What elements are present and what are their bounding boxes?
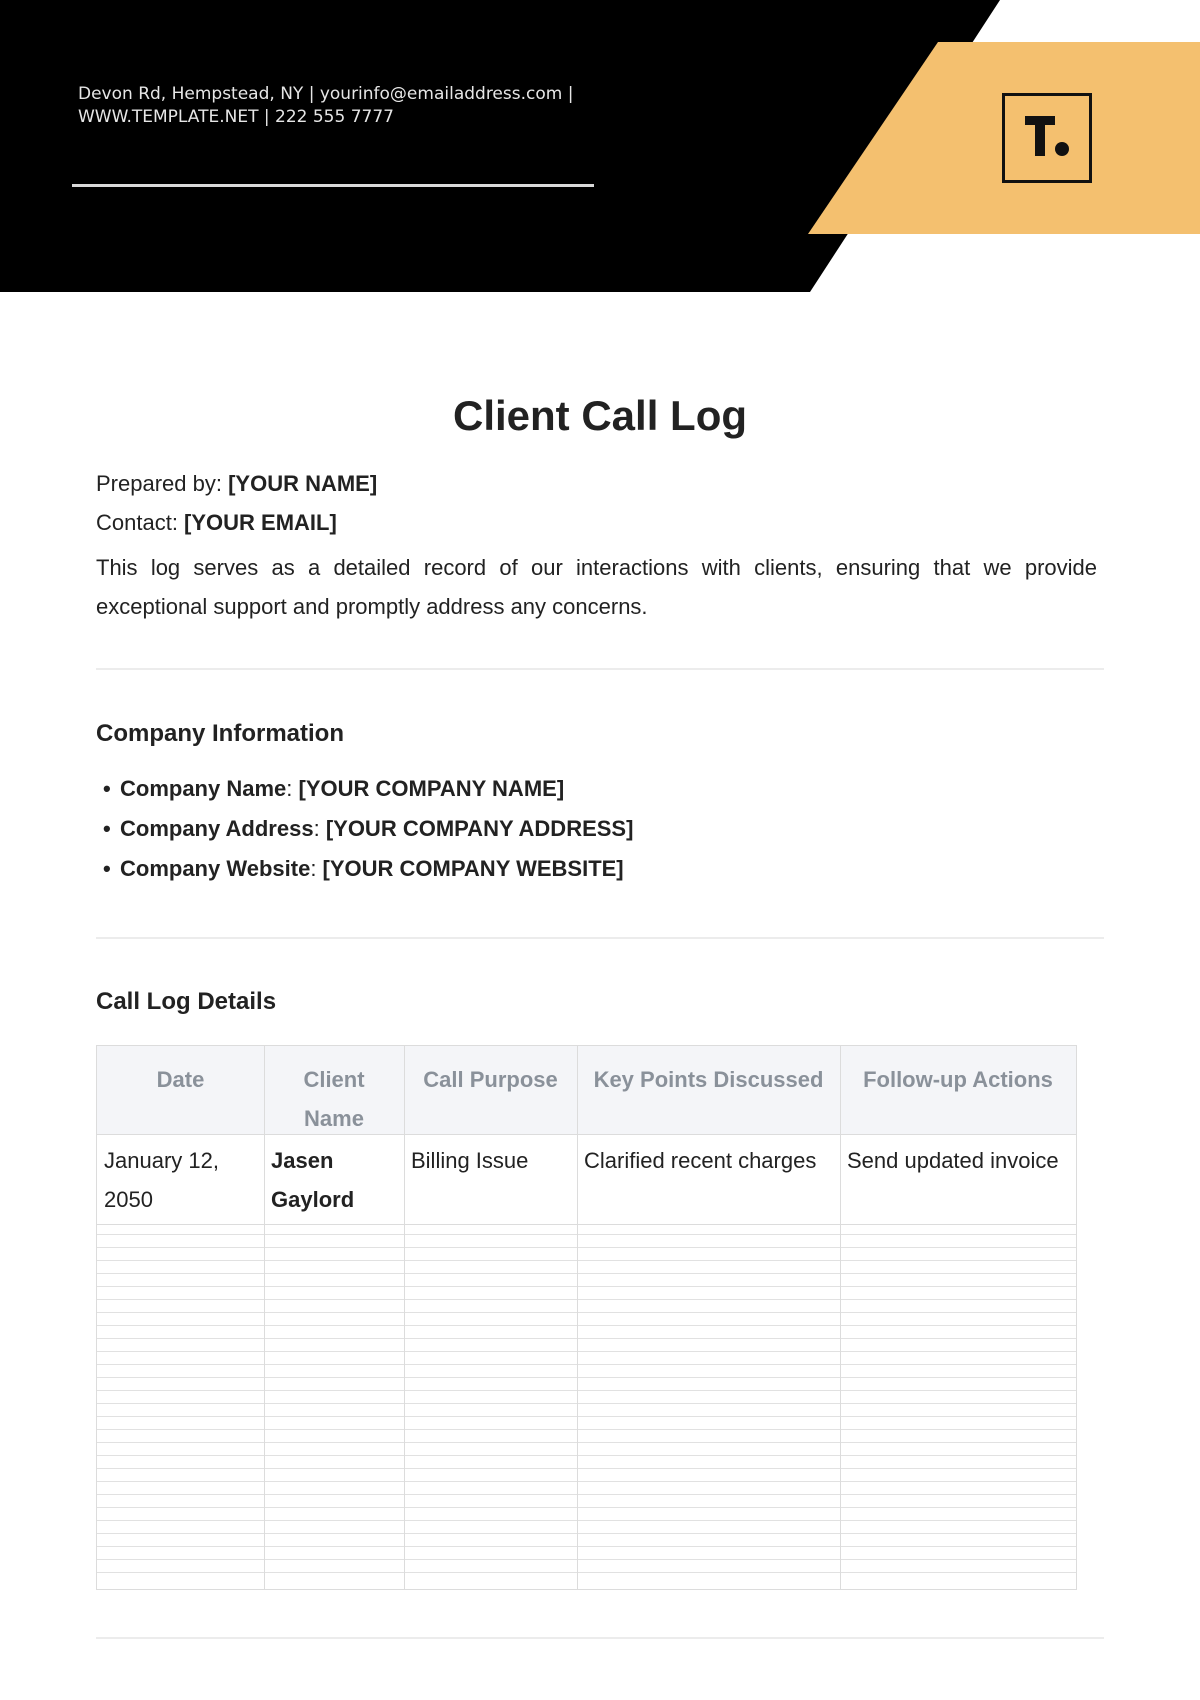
table-column-divider: [404, 1046, 405, 1589]
empty-table-row-line: [97, 1468, 1076, 1469]
call-log-heading: Call Log Details: [96, 988, 277, 1015]
header-contact-web-phone: WWW.TEMPLATE.NET | 222 555 7777: [78, 107, 394, 127]
prepared-by-value: [YOUR NAME]: [228, 471, 378, 496]
empty-table-row-line: [97, 1559, 1076, 1560]
call-log-table: [96, 1045, 1077, 1590]
empty-table-row-line: [97, 1455, 1076, 1456]
empty-table-row-line: [97, 1390, 1076, 1391]
empty-table-row-line: [97, 1273, 1076, 1274]
empty-table-row-line: [97, 1494, 1076, 1495]
company-info-list: [103, 772, 633, 892]
document-title: Client Call Log: [453, 392, 747, 439]
table-column-divider: [577, 1046, 578, 1589]
company-info-heading: Company Information: [96, 720, 345, 747]
column-header-client-name: Client Name: [303, 1067, 365, 1131]
header-divider: [72, 184, 594, 187]
empty-table-row-line: [97, 1312, 1076, 1313]
empty-table-row-line: [97, 1546, 1076, 1547]
empty-table-row-line: [97, 1299, 1076, 1300]
empty-table-row-line: [97, 1533, 1076, 1534]
section-divider: [96, 668, 1104, 670]
company-info-separator: :: [310, 856, 323, 881]
prepared-by-line: [96, 471, 377, 497]
table-header-row: [97, 1046, 1076, 1135]
empty-table-row-line: [97, 1507, 1076, 1508]
bullet-icon: •: [103, 816, 111, 841]
empty-table-row-line: [97, 1377, 1076, 1378]
empty-table-row-line: [97, 1325, 1076, 1326]
empty-table-row-line: [97, 1247, 1076, 1248]
empty-table-row-line: [97, 1572, 1076, 1573]
logo-letter-t: [1025, 110, 1071, 166]
empty-table-row-line: [97, 1351, 1076, 1352]
contact-value: [YOUR EMAIL]: [184, 510, 337, 535]
company-info-label: Company Name: [120, 776, 287, 801]
table-cell-call-purpose: Billing Issue: [411, 1148, 529, 1173]
table-column-divider: [840, 1046, 841, 1589]
company-info-label: Company Address: [120, 816, 314, 841]
empty-table-row-line: [97, 1403, 1076, 1404]
empty-table-row-line: [97, 1442, 1076, 1443]
bullet-icon: •: [103, 776, 111, 801]
company-info-item: [103, 772, 633, 812]
intro-paragraph: This log serves as a detailed record of our interactions with clients, ensuring that we provide exceptional support and promptly address any concerns.: [96, 555, 1097, 619]
empty-table-row-line: [97, 1481, 1076, 1482]
table-cell-key-points: Clarified recent charges: [584, 1148, 817, 1173]
empty-table-row-line: [97, 1338, 1076, 1339]
empty-table-row-line: [97, 1234, 1076, 1235]
column-header-key-points: Key Points Discussed: [593, 1067, 824, 1092]
company-info-separator: :: [286, 776, 299, 801]
table-cell-date: January 12, 2050: [104, 1148, 219, 1212]
template-logo-icon: [1002, 93, 1092, 183]
company-info-value: [YOUR COMPANY WEBSITE]: [322, 856, 624, 881]
company-info-separator: :: [313, 816, 326, 841]
empty-table-row-line: [97, 1364, 1076, 1365]
bullet-icon: •: [103, 856, 111, 881]
table-cell-client-name: Jasen Gaylord: [271, 1148, 355, 1212]
company-info-value: [YOUR COMPANY ADDRESS]: [325, 816, 634, 841]
contact-line: [96, 510, 337, 536]
column-header-date: Date: [156, 1067, 205, 1092]
company-info-item: [103, 852, 633, 892]
empty-table-row-line: [97, 1286, 1076, 1287]
section-divider: [96, 1637, 1104, 1639]
prepared-by-label: Prepared by:: [96, 471, 229, 496]
table-cell-follow-up: Send updated invoice: [847, 1148, 1059, 1173]
header-contact-address: Devon Rd, Hempstead, NY | yourinfo@emailaddress.com |: [78, 84, 574, 104]
column-header-call-purpose: Call Purpose: [423, 1067, 558, 1092]
empty-table-row-line: [97, 1429, 1076, 1430]
empty-table-row-line: [97, 1520, 1076, 1521]
company-info-item: [103, 812, 633, 852]
empty-table-row-line: [97, 1416, 1076, 1417]
header-black-band: [0, 0, 1000, 292]
table-row-divider: [97, 1224, 1076, 1225]
company-info-value: [YOUR COMPANY NAME]: [298, 776, 565, 801]
company-info-label: Company Website: [120, 856, 311, 881]
contact-label: Contact:: [96, 510, 185, 535]
empty-table-row-line: [97, 1260, 1076, 1261]
section-divider: [96, 937, 1104, 939]
table-column-divider: [264, 1046, 265, 1589]
column-header-follow-up: Follow-up Actions: [863, 1067, 1053, 1092]
